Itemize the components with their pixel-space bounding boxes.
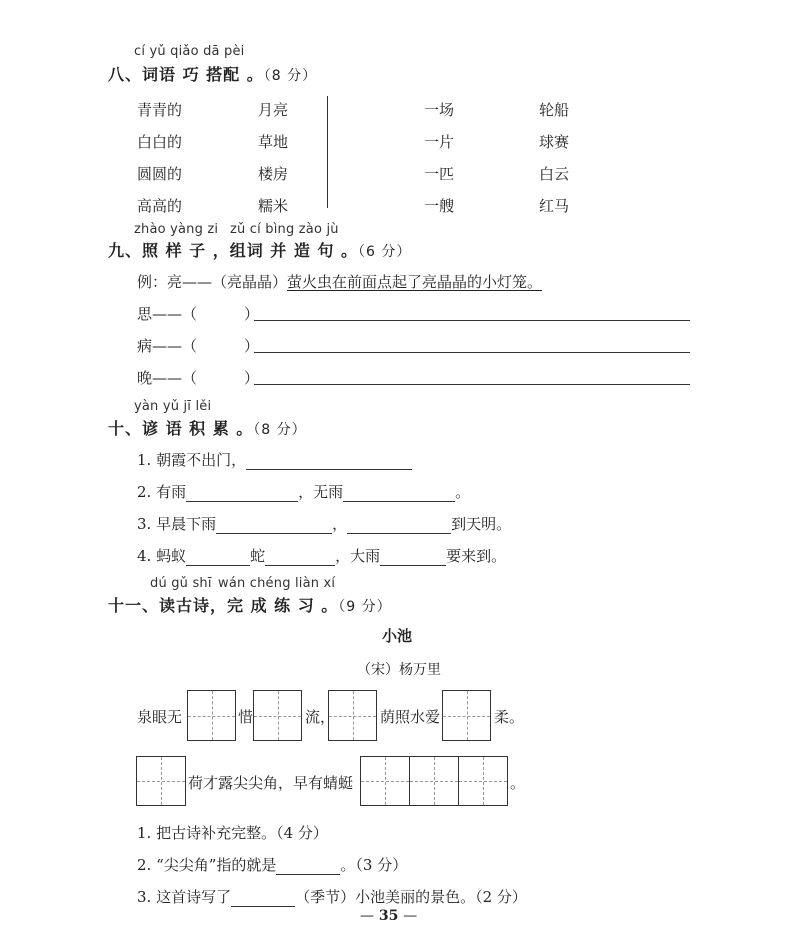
proverb-text: 4. 蚂蚁: [137, 547, 187, 565]
answer-line[interactable]: [254, 352, 690, 353]
proverb-text: 3. 早晨下雨: [137, 515, 217, 533]
section9-heading: [108, 238, 411, 261]
question-text: 3. 这首诗写了: [137, 888, 232, 906]
proverb-2: [137, 481, 470, 502]
section9-score: （6 分）: [358, 244, 412, 260]
section8-right-col2: [539, 94, 569, 222]
section10-pinyin: yàn yǔ jī lěi: [134, 399, 212, 414]
proverb-4: [137, 545, 506, 566]
poem-text: 荫照水爱: [380, 708, 441, 726]
blank[interactable]: [380, 549, 446, 566]
section8-right-col1: [424, 94, 454, 222]
section11-heading: [108, 593, 392, 616]
proverb-text: 蛇: [250, 547, 266, 565]
poem-text: 荷才露尖尖角，早有蜻蜓: [188, 774, 354, 792]
proverb-text: ，大雨: [335, 547, 381, 565]
section8-divider: [327, 96, 328, 208]
answer-box[interactable]: [328, 690, 377, 741]
question-text: 2. “尖尖角”指的就是: [137, 856, 277, 874]
answer-box[interactable]: [409, 756, 459, 806]
blank[interactable]: [231, 890, 295, 907]
close-paren: ）: [244, 305, 260, 323]
poem-text: 惜: [238, 708, 254, 726]
word-item[interactable]: 草地: [258, 133, 289, 151]
section9-item: 病——（: [137, 337, 198, 355]
word-item[interactable]: 红马: [539, 197, 570, 215]
section10-score: （8 分）: [253, 422, 307, 438]
section8-left-col1: [137, 94, 182, 222]
question-text: 。（3 分）: [340, 856, 408, 874]
word-item[interactable]: 球赛: [539, 133, 570, 151]
poem-text: 柔。: [494, 708, 525, 726]
answer-box[interactable]: [136, 756, 186, 806]
word-item[interactable]: 月亮: [258, 101, 289, 119]
question-1: 1. 把古诗补充完整。（4 分）: [137, 824, 328, 842]
answer-box[interactable]: [187, 690, 236, 741]
section9-item: 思——（: [137, 305, 198, 323]
example-prefix: 例：亮——（亮晶晶）: [137, 273, 288, 291]
proverb-text: 到天明。: [451, 515, 512, 533]
word-item[interactable]: 圆圆的: [137, 165, 183, 183]
proverb-text: ，: [332, 515, 348, 533]
answer-box[interactable]: [360, 756, 410, 806]
section8-title: 八、词语 巧 搭配 。: [108, 65, 264, 84]
answer-line[interactable]: [254, 320, 690, 321]
word-item[interactable]: 白云: [539, 165, 570, 183]
proverb-1: [137, 449, 412, 470]
word-item[interactable]: 楼房: [258, 165, 289, 183]
proverb-text: ，无雨: [298, 483, 344, 501]
proverb-text: 。: [455, 483, 471, 501]
answer-line[interactable]: [254, 384, 690, 385]
section11-score: （9 分）: [338, 599, 392, 615]
word-item[interactable]: 白白的: [137, 133, 183, 151]
section9-title: 九、照 样 子 ，组词 并 造 句 。: [108, 241, 358, 260]
section11-pinyin2: wán chéng liàn xí: [218, 576, 336, 591]
word-item[interactable]: 青青的: [137, 101, 183, 119]
section11-title: 十一、读古诗，完 成 练 习 。: [108, 596, 339, 615]
blank[interactable]: [265, 549, 335, 566]
close-paren: ）: [244, 369, 260, 387]
example-sentence: 萤火虫在前面点起了亮晶晶的小灯笼。: [287, 273, 543, 291]
word-item[interactable]: 一艘: [424, 197, 455, 215]
blank[interactable]: [216, 517, 332, 534]
proverb-text: 2. 有雨: [137, 483, 187, 501]
blank[interactable]: [343, 485, 455, 502]
word-item[interactable]: 高高的: [137, 197, 183, 215]
word-item[interactable]: 轮船: [539, 101, 570, 119]
section9-example: [137, 271, 542, 292]
word-item[interactable]: 一场: [424, 101, 455, 119]
blank[interactable]: [347, 517, 451, 534]
poem-text: 泉眼无: [137, 708, 183, 726]
poem-text: 。: [510, 774, 526, 792]
section8-pinyin: cí yǔ qiǎo dā pèi: [134, 44, 245, 59]
section9-pinyin2: zǔ cí bìng zào jù: [230, 222, 339, 237]
section10-title: 十、谚 语 积 累 。: [108, 419, 254, 438]
blank[interactable]: [276, 858, 340, 875]
word-item[interactable]: 一匹: [424, 165, 455, 183]
poem-text: 流，: [305, 708, 336, 726]
blank[interactable]: [186, 485, 298, 502]
page-number: — 35 —: [360, 908, 418, 924]
section10-heading: [108, 416, 307, 439]
question-3: [137, 886, 527, 907]
question-2: [137, 854, 407, 875]
section8-score: （8 分）: [263, 68, 318, 84]
answer-box[interactable]: [442, 690, 491, 741]
proverb-text: 1. 朝霞不出门，: [137, 451, 247, 469]
section9-item: 晚——（: [137, 369, 198, 387]
section9-pinyin1: zhào yàng zi: [134, 222, 219, 237]
poem-author: （宋）杨万里: [357, 662, 441, 678]
close-paren: ）: [244, 337, 260, 355]
blank[interactable]: [246, 453, 412, 470]
proverb-text: 要来到。: [446, 547, 507, 565]
blank[interactable]: [186, 549, 250, 566]
word-item[interactable]: 一片: [424, 133, 455, 151]
poem-title: 小池: [382, 627, 413, 645]
section11-pinyin1: dú gǔ shī: [150, 576, 212, 591]
answer-box[interactable]: [253, 690, 302, 741]
section8-heading: [108, 62, 317, 85]
word-item[interactable]: 糯米: [258, 197, 289, 215]
answer-box[interactable]: [458, 756, 508, 806]
proverb-3: [137, 513, 511, 534]
question-text: （季节）小池美丽的景色。（2 分）: [295, 888, 527, 906]
section8-left-col2: [258, 94, 288, 222]
page-number-value: 35: [378, 908, 399, 924]
